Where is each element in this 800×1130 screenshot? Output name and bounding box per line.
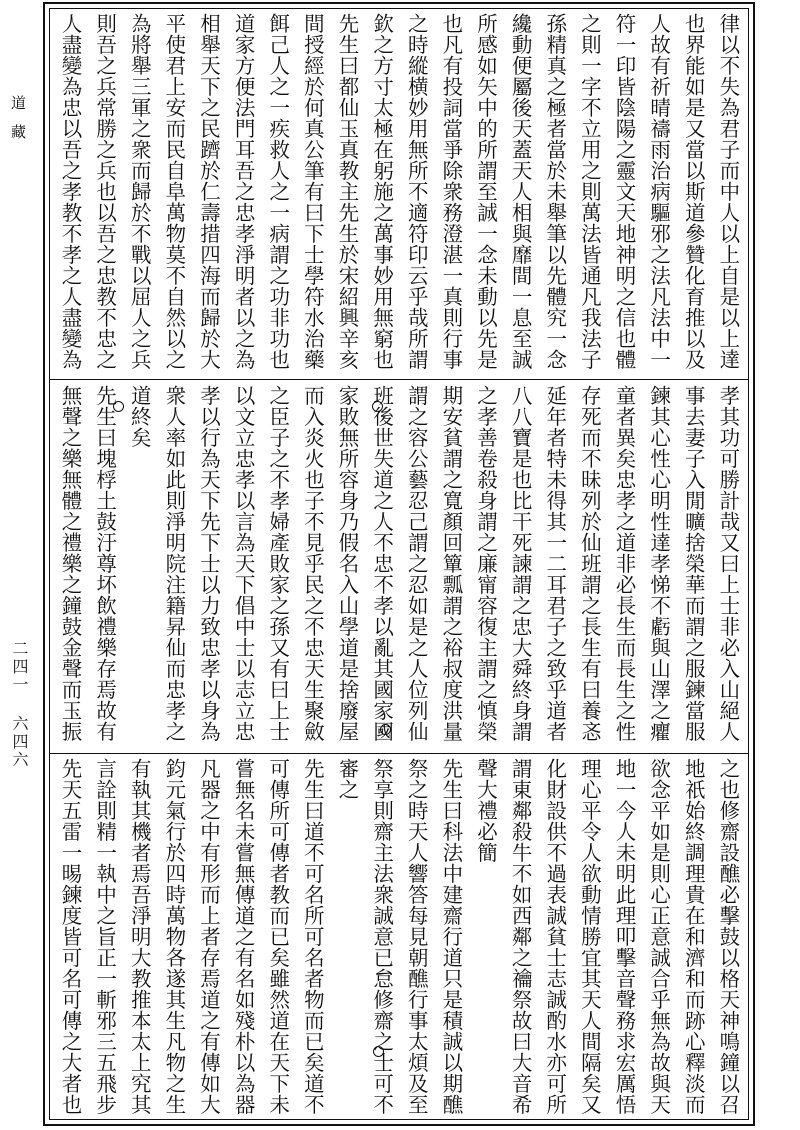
text-column: 審之 bbox=[335, 758, 359, 800]
text-column: 餌己人之一疾救人之一病謂之功非功也 bbox=[265, 13, 290, 370]
middle-columns bbox=[56, 385, 742, 748]
top-section bbox=[50, 9, 748, 379]
text-column: 鈞元氣行於四時萬物各遂其生凡物之生 bbox=[161, 758, 186, 1115]
text-column: 理心平令人欲動情勝宜其天人間隔矣又 bbox=[577, 758, 602, 1115]
text-column: 衆人率如此則淨明院注籍昇仙而忠孝之 bbox=[161, 385, 186, 742]
text-column: 言詮則精一執中之旨正一斬邪三五飛步 bbox=[92, 758, 117, 1115]
text-column: 平使君上安而民自阜萬物莫不自然以之 bbox=[161, 13, 186, 370]
text-column: 孝其功可勝計哉又曰上士非必入山絕人 bbox=[715, 385, 740, 742]
text-column: 延年者特未得其一二耳君子之致乎道者 bbox=[542, 385, 567, 742]
text-column: 先天五雷一晹鍊度皆可名可傳之大者也 bbox=[58, 758, 82, 1115]
text-column: 地祇始終調理貴在和濟和而跡心釋淡而 bbox=[681, 758, 706, 1115]
section-marker-circle bbox=[380, 724, 391, 735]
text-column: 凡器之中有形而上者存焉道之有傳如大 bbox=[196, 758, 221, 1115]
page-number: 二四一 六四六 bbox=[10, 640, 29, 769]
collection-title: 道藏 bbox=[9, 95, 27, 153]
text-column: 欲念平如是則心正意誠合乎無為故與天 bbox=[646, 758, 671, 1115]
middle-section bbox=[50, 381, 748, 752]
text-column: 先生曰科法中建齋行道只是積誠以期醮 bbox=[438, 758, 463, 1115]
text-column: 以文立忠孝以言為天下倡中士以志立忠 bbox=[231, 385, 256, 742]
text-column: 之時縱横妙用無所不適符印云乎哉所謂 bbox=[404, 13, 429, 370]
text-column: 之則一字不立用之則萬法皆通凡我法子 bbox=[577, 13, 602, 370]
text-column: 祭享則齋主法衆誠意已怠修齋之士可不 bbox=[369, 758, 394, 1115]
text-column: 先生曰都仙玉真教主先生於宋紹興辛亥 bbox=[335, 13, 359, 370]
text-frame-inner bbox=[49, 8, 749, 1120]
text-column: 嘗無名未嘗無傳道之有名如殘朴以為器 bbox=[231, 758, 256, 1115]
text-column: 而入炎火也子不見乎民之不忠天生聚斂 bbox=[300, 385, 325, 742]
text-column: 無聲之樂無體之禮樂之鐘鼓金聲而玉振 bbox=[58, 385, 82, 742]
text-column: 人故有祈晴禱雨治病驅邪之法凡法中一 bbox=[646, 13, 671, 370]
bottom-columns bbox=[56, 758, 742, 1115]
text-column: 之臣子之不孝婦產敗家之孫又有曰上士 bbox=[265, 385, 290, 742]
top-columns bbox=[56, 13, 742, 375]
text-column: 期安貧謂之寬顏回簞瓢謂之裕叔度洪量 bbox=[438, 385, 463, 742]
text-column: 也界能如是又當以斯道參贊化育推以及 bbox=[681, 13, 706, 370]
section-divider bbox=[50, 379, 748, 380]
text-column: 纔動便屬後天蓋天人相與靡間一息至誠 bbox=[508, 13, 533, 370]
text-column: 鍊其心性心明性達孝悌不虧與山澤之癯 bbox=[646, 385, 671, 742]
section-marker-circle bbox=[113, 401, 124, 412]
text-column: 先生曰塊桴土鼓汙尊坏飲禮樂存焉故有 bbox=[92, 385, 117, 742]
section-marker-circle bbox=[372, 401, 383, 412]
text-column: 人盡變為忠以吾之孝教不孝之人盡變為 bbox=[58, 13, 82, 370]
text-column: 家敗無所容身乃假名入山學道是捨廢屋 bbox=[335, 385, 359, 742]
text-column: 祭之時天人響答每見朝醮行事太煩及至 bbox=[404, 758, 429, 1115]
text-column: 孫精真之極者當於未舉筆以先體究一念 bbox=[542, 13, 567, 370]
text-column: 聲大禮必簡 bbox=[473, 758, 498, 863]
text-column: 律以不失為君子而中人以上自是以上達 bbox=[715, 13, 740, 370]
text-column: 也凡有投詞當爭除衆務澄湛一真則行事 bbox=[438, 13, 463, 370]
text-column: 孝以行為天下先下士以力致忠孝以身為 bbox=[196, 385, 221, 742]
bottom-section bbox=[50, 754, 748, 1119]
text-column: 欽之方寸太極在躬施之萬事妙用無窮也 bbox=[369, 13, 394, 370]
text-column: 道終矣 bbox=[127, 385, 152, 448]
text-frame bbox=[43, 2, 755, 1126]
text-column: 八八寶是也比干死諫謂之忠大舜終身謂 bbox=[508, 385, 533, 742]
text-column: 所感如矢中的所謂至誠一念未動以先是 bbox=[473, 13, 498, 370]
text-column: 童者異矣忠孝之道非必長生而長生之性 bbox=[612, 385, 636, 742]
text-column: 有執其機者焉吾淨明大教推本太上究其 bbox=[127, 758, 152, 1115]
text-column: 地一今人未明此理叩擊音聲務求宏厲悟 bbox=[612, 758, 636, 1115]
text-column: 間授經於何真公筆有曰下士學符水治藥 bbox=[300, 13, 325, 370]
text-column: 道家方便法門耳吾之忠孝淨明者以之為 bbox=[231, 13, 256, 370]
text-column: 可傳所可傳者教而已矣雖然道在天下未 bbox=[265, 758, 290, 1115]
text-column: 事去妻子入閒曠捨榮華而謂之服鍊當服 bbox=[681, 385, 706, 742]
text-column: 班後世失道之人不忠不孝以亂其國家國 bbox=[369, 385, 394, 742]
text-column: 之也修齋設醮必擊鼓以格天神鳴鐘以召 bbox=[715, 758, 740, 1115]
text-column: 存死而不昧列於仙班謂之長生有曰養忞 bbox=[577, 385, 602, 742]
text-column: 則吾之兵常勝之兵也以吾之忠教不忠之 bbox=[92, 13, 117, 370]
text-column: 為將舉三軍之衆而歸於不戰以屈人之兵 bbox=[127, 13, 152, 370]
section-marker-circle bbox=[373, 1046, 384, 1057]
text-column: 相舉天下之民躋於仁壽措四海而歸於大 bbox=[196, 13, 221, 370]
text-column: 謂東鄰殺牛不如西鄰之禴祭故曰大音希 bbox=[508, 758, 533, 1115]
text-column: 之孝善卷殺身謂之廉甯容復主謂之慎榮 bbox=[473, 385, 498, 742]
text-column: 先生曰道不可名所可名者物而已矣道不 bbox=[300, 758, 325, 1115]
text-column: 化財設供不過表誠貧士志誠酌水亦可所 bbox=[542, 758, 567, 1115]
text-column: 符一印皆陰陽之靈文天地神明之信也體 bbox=[612, 13, 636, 370]
text-column: 謂之容公藝忍己謂之忍如是之人位列仙 bbox=[404, 385, 429, 742]
